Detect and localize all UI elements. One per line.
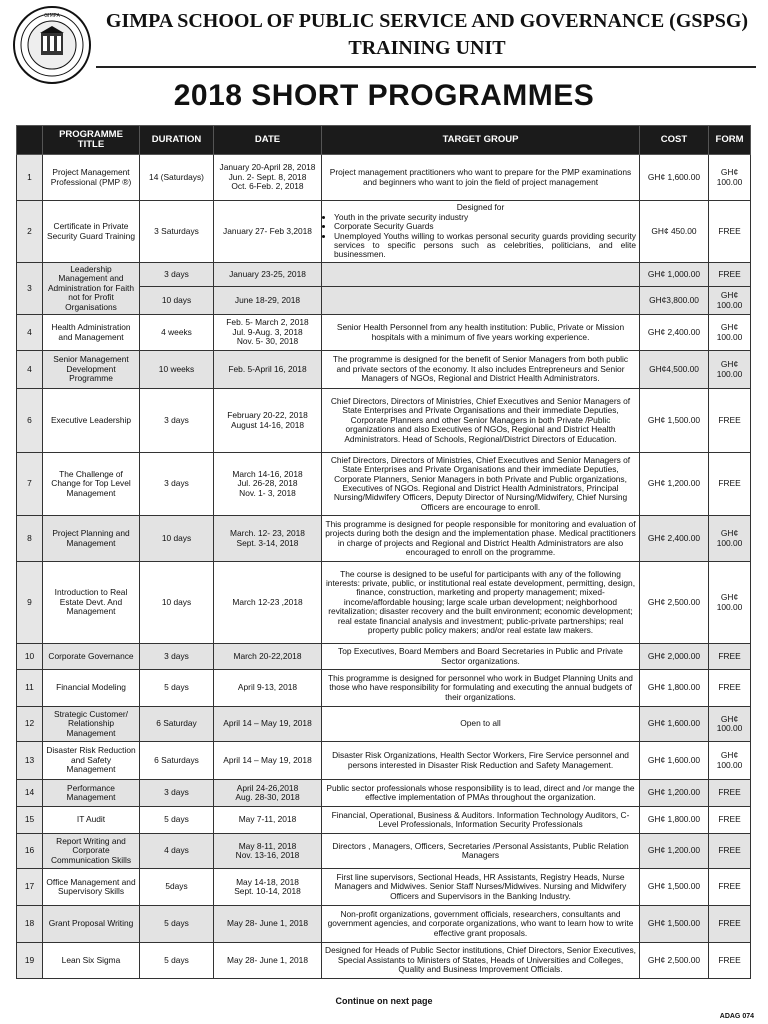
cost: GH¢ 1,800.00 [640,807,709,834]
table-row [17,670,751,707]
table-row [17,834,751,869]
form-fee: GH¢ 100.00 [709,707,751,742]
programme-title: Project Planning and Management [43,516,140,562]
form-fee: FREE [709,780,751,807]
list-item: • Youth in the private security industry [334,213,636,222]
duration: 5 days [140,906,214,943]
date: Feb. 5- March 2, 2018 Jul. 9-Aug. 3, 2018 Nov. 5- 30, 2018 [214,315,322,351]
table-row [17,263,751,287]
duration: 3 Saturdays [140,201,214,263]
target-group: Open to all [322,707,640,742]
header-programme-title: PROGRAMME TITLE [43,126,140,155]
table-row [17,516,751,562]
date: April 14 – May 19, 2018 [214,742,322,780]
row-number: 3 [17,263,43,315]
cost: GH¢ 450.00 [640,201,709,263]
duration: 3 days [140,644,214,670]
cost: GH¢ 2,500.00 [640,562,709,644]
target-group: Disaster Risk Organizations, Health Sector Workers, Fire Service personnel and persons interested in Disaster Risk Reduction and Safety Management. [322,742,640,780]
form-fee: FREE [709,453,751,516]
cost: GH¢4,500.00 [640,351,709,389]
target-group: This programme is designed for people responsible for monitoring and evaluation of projects during both the design and the implementation phase. Medical practitioners in charge of projects and Regional and District Health Administrators are also encouraged to enroll on the programme. [322,516,640,562]
date: April 9-13, 2018 [214,670,322,707]
row-number: 4 [17,315,43,351]
form-fee: GH¢ 100.00 [709,351,751,389]
form-fee: GH¢ 100.00 [709,516,751,562]
row-number: 9 [17,562,43,644]
table-row [17,869,751,906]
table-row [17,453,751,516]
programme-title: Leadership Management and Administration for Faith not for Profit Organisations [43,263,140,315]
target-intro: Designed for [456,202,505,213]
duration: 4 days [140,834,214,869]
row-number: 4 [17,351,43,389]
form-fee: FREE [709,869,751,906]
target-group: Top Executives, Board Members and Board Secretaries in Public and Private Sector organizations. [322,644,640,670]
cost: GH¢ 1,600.00 [640,155,709,201]
programme-title: IT Audit [43,807,140,834]
cost: GH¢ 1,500.00 [640,869,709,906]
date: March 14-16, 2018 Jul. 26-28, 2018 Nov. 1- 3, 2018 [214,453,322,516]
date: June 18-29, 2018 [214,287,322,315]
row-number: 14 [17,780,43,807]
date: March 20-22,2018 [214,644,322,670]
table-row [17,351,751,389]
target-group: Chief Directors, Directors of Ministries, Chief Executives and Senior Managers of State Enterprises and Private Organisations and their immediate Deputies, Corporate Planners, Senior Managers in both Private and Public organizations, Executives of NGOs. Regional and District Health Administrators, Principal Nursing/Midwifery Officers, Deputy Director of Nursing/Midwifery, Chief Nursing Officers are encourage to enroll. [322,453,640,516]
duration: 14 (Saturdays) [140,155,214,201]
header-cost: COST [640,126,709,155]
programme-title: Executive Leadership [43,389,140,453]
header-date: DATE [214,126,322,155]
duration: 3 days [140,263,214,287]
row-number: 19 [17,943,43,979]
duration: 10 weeks [140,351,214,389]
date: February 20-22, 2018 August 14-16, 2018 [214,389,322,453]
date: May 8-11, 2018 Nov. 13-16, 2018 [214,834,322,869]
date: January 27- Feb 3,2018 [214,201,322,263]
date: April 24-26,2018 Aug. 28-30, 2018 [214,780,322,807]
header-duration: DURATION [140,126,214,155]
form-fee: GH¢ 100.00 [709,287,751,315]
form-fee: FREE [709,834,751,869]
programme-title: Financial Modeling [43,670,140,707]
target-group: Financial, Operational, Business & Auditors. Information Technology Auditors, C-Level Professionals, Information Security Professionals [322,807,640,834]
cost: GH¢ 1,500.00 [640,389,709,453]
date: May 28- June 1, 2018 [214,943,322,979]
programmes-table [16,125,751,979]
programme-title: The Challenge of Change for Top Level Management [43,453,140,516]
target-group: Directors , Managers, Officers, Secretaries /Personal Assistants, Public Relation Managers [322,834,640,869]
duration: 4 weeks [140,315,214,351]
cost: GH¢ 1,600.00 [640,707,709,742]
duration: 10 days [140,516,214,562]
target-group: Non-profit organizations, government officials, researchers, consultants and government agencies, and corporate organizations, who want to learn how to write effective grant proposals. [322,906,640,943]
header-target-group: TARGET GROUP [322,126,640,155]
programme-title: Health Administration and Management [43,315,140,351]
row-number: 1 [17,155,43,201]
programme-title: Grant Proposal Writing [43,906,140,943]
programme-title: Senior Management Development Programme [43,351,140,389]
table-row [17,562,751,644]
table-row [17,742,751,780]
duration: 6 Saturday [140,707,214,742]
row-number: 17 [17,869,43,906]
list-item: • Unemployed Youths willing to workas personal security guards providing security services to specific persons such as celebrities, politicians, and elite businessmen. [334,232,636,260]
form-fee: GH¢ 100.00 [709,742,751,780]
programme-title: Disaster Risk Reduction and Safety Management [43,742,140,780]
table-row [17,201,751,263]
form-fee: GH¢ 100.00 [709,562,751,644]
table-row [17,807,751,834]
ad-code: ADAG 074 [719,1013,754,1020]
row-number: 2 [17,201,43,263]
duration: 5 days [140,670,214,707]
cost: GH¢ 1,600.00 [640,742,709,780]
row-number: 10 [17,644,43,670]
cost: GH¢ 1,800.00 [640,670,709,707]
row-number: 8 [17,516,43,562]
duration: 3 days [140,780,214,807]
target-group: The course is designed to be useful for participants with any of the following interests: private, public, or institutional real estate development, permitting, design, finance, construction, marketing and property management; mixed-income/affordable housing; large scale urban development; neighborhood revitalization; disaster recovery and the built environment; economic development; real estate financial analysis and investment; public-private partnerships; real property public policy makers; and/or real estate law makers. [322,562,640,644]
table-row [17,644,751,670]
target-group [322,287,640,315]
target-group [322,201,640,263]
programme-title: Lean Six Sigma [43,943,140,979]
table-row [17,780,751,807]
duration: 3 days [140,453,214,516]
continue-note: Continue on next page [335,996,433,1006]
duration: 5 days [140,807,214,834]
date: April 14 – May 19, 2018 [214,707,322,742]
cost: GH¢ 1,500.00 [640,906,709,943]
form-fee: FREE [709,263,751,287]
programme-title: Certificate in Private Security Guard Training [43,201,140,263]
row-number: 11 [17,670,43,707]
row-number: 18 [17,906,43,943]
target-group: Designed for Heads of Public Sector institutions, Chief Directors, Senior Executives, Special Assistants to Ministers of States, Heads of Universities and Colleges, Quality and Business Improvement Officials. [322,943,640,979]
duration: 3 days [140,389,214,453]
page-title: 2018 SHORT PROGRAMMES [173,79,595,112]
seal-text: GIMPA [44,13,60,19]
cost: GH¢ 2,400.00 [640,516,709,562]
table-row [17,389,751,453]
target-group: The programme is designed for the benefit of Senior Managers from both public and private sectors of the economy. It also includes Entrepreneurs and Senior Managers of NGOs, Regional and District Health Administrators. [322,351,640,389]
form-fee: FREE [709,670,751,707]
form-fee: FREE [709,906,751,943]
target-group: Chief Directors, Directors of Ministries, Chief Executives and Senior Managers of State Enterprises and Private Organisations and their immediate Deputies, Corporate Planners and other Senior Managers in both Private /Public organizations and also Executives of NGOs, Regional and District Health Administrators. Head of Schools, Regional/District Directors of Education. [322,389,640,453]
table-row [17,315,751,351]
table-row [17,155,751,201]
cost: GH¢ 2,400.00 [640,315,709,351]
date: May 7-11, 2018 [214,807,322,834]
duration: 10 days [140,562,214,644]
gimpa-seal-logo [12,5,92,85]
table-row [17,906,751,943]
date: March. 12- 23, 2018 Sept. 3-14, 2018 [214,516,322,562]
row-number: 15 [17,807,43,834]
target-group [322,263,640,287]
header-no [17,126,43,155]
programme-title: Corporate Governance [43,644,140,670]
form-fee: FREE [709,943,751,979]
cost: GH¢3,800.00 [640,287,709,315]
form-fee: FREE [709,389,751,453]
table-row [17,943,751,979]
date: March 12-23 ,2018 [214,562,322,644]
form-fee: FREE [709,201,751,263]
programme-title: Introduction to Real Estate Devt. And Management [43,562,140,644]
target-group: Project management practitioners who want to prepare for the PMP examinations and beginners who want to join the field of project management [322,155,640,201]
form-fee: FREE [709,807,751,834]
target-group: Senior Health Personnel from any health institution: Public, Private or Mission hospitals with a minimum of five years working experience. [322,315,640,351]
form-fee: FREE [709,644,751,670]
cost: GH¢ 2,000.00 [640,644,709,670]
cost: GH¢ 1,200.00 [640,453,709,516]
target-group: First line supervisors, Sectional Heads, HR Assistants, Registry Heads, Nurse Managers and Midwives. Senior Staff Nurses/Midwives. Nursing and Midwifery Officers and Supervisors in the Banking Industry. [322,869,640,906]
duration: 10 days [140,287,214,315]
table-header-row [17,126,751,155]
institution-name: GIMPA SCHOOL OF PUBLIC SERVICE AND GOVERNANCE (GSPSG) [105,10,749,32]
target-group: Public sector professionals whose responsibility is to lead, direct and /or mange the effective implementation of PMAs throughout the organization. [322,780,640,807]
unit-name: TRAINING UNIT [348,37,506,59]
row-number: 7 [17,453,43,516]
programme-title: Report Writing and Corporate Communication Skills [43,834,140,869]
programme-title: Strategic Customer/ Relationship Management [43,707,140,742]
programme-title: Project Management Professional (PMP ®) [43,155,140,201]
table-row [17,707,751,742]
cost: GH¢ 1,000.00 [640,263,709,287]
header-form: FORM [709,126,751,155]
duration: 5days [140,869,214,906]
row-number: 12 [17,707,43,742]
row-number: 13 [17,742,43,780]
cost: GH¢ 2,500.00 [640,943,709,979]
date: May 28- June 1, 2018 [214,906,322,943]
form-fee: GH¢ 100.00 [709,155,751,201]
target-group: This programme is designed for personnel who work in Budget Planning Units and those who have responsibility for formulating and executing the annual budgets of their organizations. [322,670,640,707]
programme-title: Performance Management [43,780,140,807]
duration: 5 days [140,943,214,979]
header-divider [96,66,756,68]
row-number: 16 [17,834,43,869]
row-number: 6 [17,389,43,453]
cost: GH¢ 1,200.00 [640,780,709,807]
date: January 23-25, 2018 [214,263,322,287]
duration: 6 Saturdays [140,742,214,780]
date: May 14-18, 2018 Sept. 10-14, 2018 [214,869,322,906]
programme-title: Office Management and Supervisory Skills [43,869,140,906]
form-fee: GH¢ 100.00 [709,315,751,351]
date: Feb. 5-April 16, 2018 [214,351,322,389]
date: January 20-April 28, 2018 Jun. 2- Sept. 8, 2018 Oct. 6-Feb. 2, 2018 [214,155,322,201]
cost: GH¢ 1,200.00 [640,834,709,869]
list-item: • Corporate Security Guards [334,222,636,231]
target-list [325,213,636,260]
